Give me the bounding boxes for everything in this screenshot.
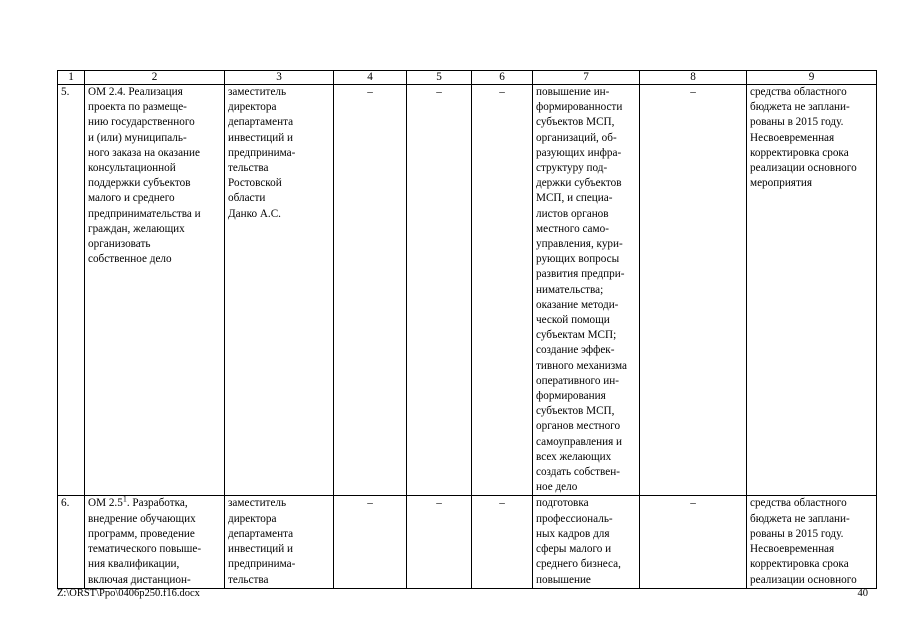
page-number: 40	[857, 588, 868, 599]
col4-value: –	[334, 85, 407, 496]
measure-text: ОМ 2.4. Реализация проекта по размеще- нию государственного и (или) муниципаль- ного заказа на оказание консультационной поддержки субъектов малого и среднего предпринимательства и граждан, желающих организовать собственное дело	[88, 86, 201, 266]
table-row	[58, 496, 877, 588]
col8-value: –	[640, 85, 747, 496]
row-number: 6.	[58, 496, 85, 588]
col6-value: –	[472, 85, 533, 496]
measure-text: ОМ 2.5	[88, 497, 123, 510]
footnote-mark: 1	[122, 494, 127, 504]
result-text: повышение ин- формированности субъектов МСП, организаций, об- разующих инфра- структуру под- держки субъектов МСП, и специа- листов органов местного само- управления, кури- рующих вопросы развития предпри- нимательства; оказание методи- ческой помощи субъектам МСП; создание эффек- тивного механизма оперативного ин- формирования субъектов МСП, органов местного самоуправления и всех желающих создать собствен- ное дело	[533, 85, 640, 496]
measure-text-continued: . Разработка, внедрение обучающих программ, проведение тематического повыше- ния квалификации, включая дистанцион-	[88, 497, 202, 586]
table-row	[58, 85, 877, 496]
header-row	[58, 71, 877, 85]
header-cell: 2	[85, 71, 225, 85]
reason-text: средства областного бюджета не заплани- рованы в 2015 году. Несвоевременная корректировка срока реализации основного	[747, 496, 877, 588]
header-cell: 3	[225, 71, 334, 85]
header-cell: 8	[640, 71, 747, 85]
header-cell: 7	[533, 71, 640, 85]
footer-file-path: Z:\ORST\Ppo\0406p250.f16.docx	[57, 588, 200, 599]
header-cell: 5	[407, 71, 472, 85]
header-cell: 1	[58, 71, 85, 85]
col8-value: –	[640, 496, 747, 588]
header-cell: 9	[747, 71, 877, 85]
activities-table	[57, 70, 877, 589]
col5-value: –	[407, 85, 472, 496]
col4-value: –	[334, 496, 407, 588]
measure-name	[85, 496, 225, 588]
header-cell: 4	[334, 71, 407, 85]
executor: заместитель директора департамента инвестиций и предпринима- тельства Ростовской области Данко А.С.	[225, 85, 334, 496]
col6-value: –	[472, 496, 533, 588]
executor: заместитель директора департамента инвестиций и предпринима- тельства	[225, 496, 334, 588]
col5-value: –	[407, 496, 472, 588]
header-cell: 6	[472, 71, 533, 85]
measure-name	[85, 85, 225, 496]
reason-text: средства областного бюджета не заплани- рованы в 2015 году. Несвоевременная корректировка срока реализации основного мероприятия	[747, 85, 877, 496]
table-container	[57, 70, 876, 586]
row-number: 5.	[58, 85, 85, 496]
result-text: подготовка профессиональ- ных кадров для сферы малого и среднего бизнеса, повышение	[533, 496, 640, 588]
